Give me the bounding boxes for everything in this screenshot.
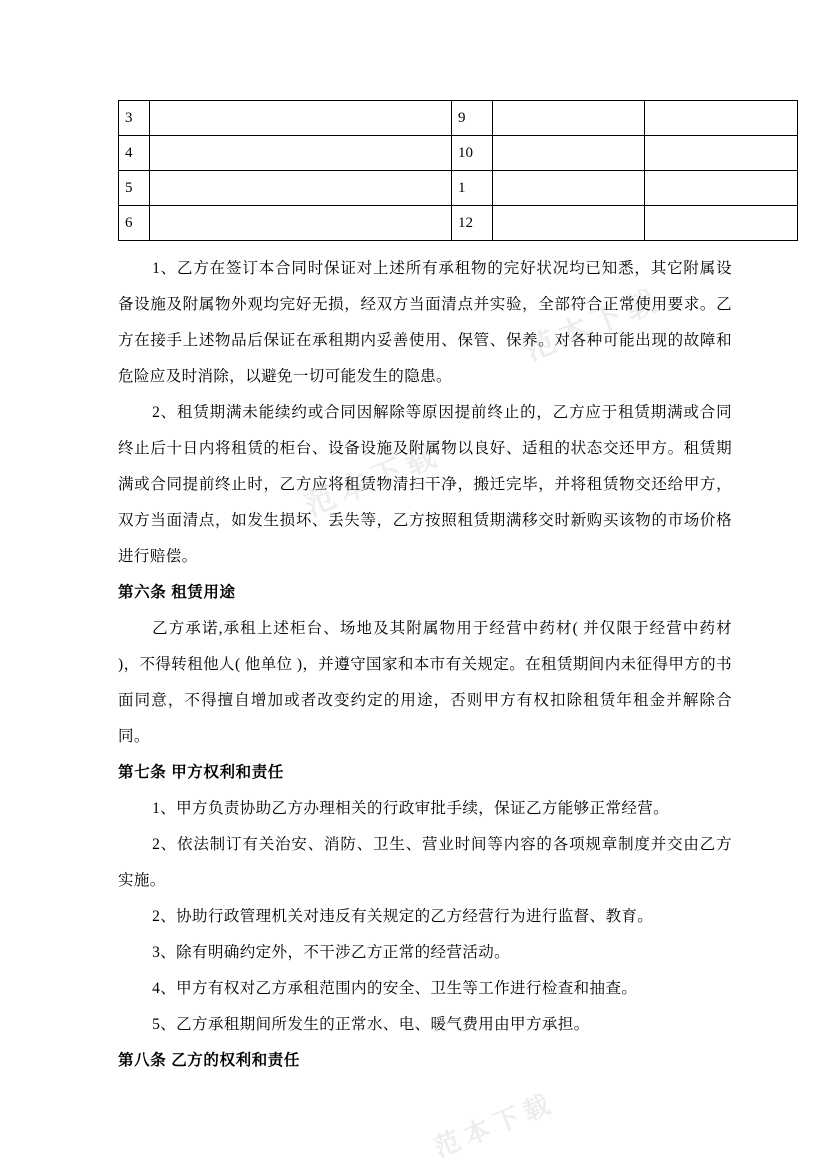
clause-paragraph-1: 1、乙方在签订本合同时保证对上述所有承租物的完好状况均已知悉，其它附属设备设施及附属物外观均完好无损，经双方当面清点并实验，全部符合正常使用要求。乙方在接手上述物品后保证在承租期内妥善使用、保管、保养。对各种可能出现的故障和危险应及时消除，以避免一切可能发生的隐患。 [118, 260, 732, 385]
cell-desc-left [150, 136, 452, 171]
cell-desc-right [493, 171, 645, 206]
section-heading-seven: 第七条 甲方权利和责任 [118, 764, 284, 781]
cell-extra [645, 206, 798, 241]
cell-extra [645, 171, 798, 206]
table-row [119, 206, 798, 241]
table-row [119, 171, 798, 206]
cell-index-right: 10 [452, 136, 493, 171]
cell-index-left: 3 [119, 101, 150, 136]
cell-desc-left [150, 206, 452, 241]
table-row [119, 101, 798, 136]
watermark-2: 范本下载 [300, 437, 447, 523]
table-row [119, 136, 798, 171]
cell-desc-right [493, 101, 645, 136]
cell-index-right: 1 [452, 171, 493, 206]
cell-desc-left [150, 171, 452, 206]
section-seven-item-3: 2、协助行政管理机关对违反有关规定的乙方经营行为进行监督、教育。 [152, 908, 654, 925]
cell-index-left: 5 [119, 171, 150, 206]
section-seven-item-5: 4、甲方有权对乙方承租范围内的安全、卫生等工作进行检查和抽查。 [152, 980, 638, 997]
cell-index-left: 4 [119, 136, 150, 171]
document-content [118, 100, 732, 1079]
cell-index-right: 9 [452, 101, 493, 136]
cell-index-right: 12 [452, 206, 493, 241]
watermark-1: 范本下载 [520, 282, 667, 368]
cell-desc-right [493, 136, 645, 171]
cell-desc-right [493, 206, 645, 241]
section-heading-eight: 第八条 乙方的权利和责任 [118, 1052, 301, 1069]
section-seven-item-1: 1、甲方负责协助乙方办理相关的行政审批手续，保证乙方能够正常经营。 [152, 800, 670, 817]
clause-paragraph-2: 2、租赁期满未能续约或合同因解除等原因提前终止的，乙方应于租赁期满或合同终止后十日内将租赁的柜台、设备设施及附属物以良好、适租的状态交还甲方。租赁期满或合同提前终止时，乙方应将租赁物清扫干净，搬迁完毕，并将租赁物交还给甲方，双方当面清点，如发生损坏、丢失等，乙方按照租赁期满移交时新购买该物的市场价格进行赔偿。 [118, 404, 732, 565]
section-seven-item-4: 3、除有明确约定外，不干涉乙方正常的经营活动。 [152, 944, 511, 961]
section-heading-six: 第六条 租赁用途 [118, 584, 236, 601]
cell-index-left: 6 [119, 206, 150, 241]
section-seven-item-6: 5、乙方承租期间所发生的正常水、电、暖气费用由甲方承担。 [152, 1016, 590, 1033]
cell-desc-left [150, 101, 452, 136]
watermark-3: 范本下载 [429, 1087, 560, 1163]
spacer [118, 241, 732, 251]
cell-extra [645, 101, 798, 136]
section-seven-item-2: 2、依法制订有关治安、消防、卫生、营业时间等内容的各项规章制度并交由乙方实施。 [118, 836, 732, 889]
section-six-body: 乙方承诺,承租上述柜台、场地及其附属物用于经营中药材( 并仅限于经营中药材 )，不得转租他人( 他单位 )，并遵守国家和本市有关规定。在租赁期间内未征得甲方的书面同意，不得擅自增加或者改变约定的用途，否则甲方有权扣除租赁年租金并解除合同。 [118, 620, 732, 745]
inventory-table [118, 100, 798, 241]
cell-extra [645, 136, 798, 171]
